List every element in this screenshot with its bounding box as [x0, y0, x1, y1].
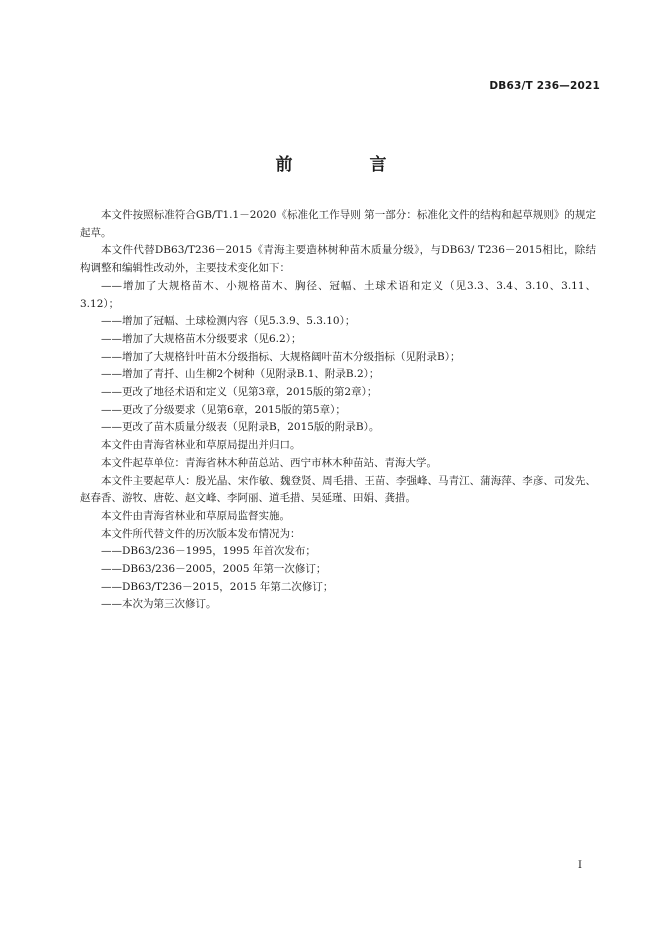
paragraph-drafting-basis: 本文件按照标准符合GB/T1.1－2020《标准化工作导则 第一部分：标准化文件的结构和起草规则》的规定起草。 [80, 209, 596, 239]
change-item: ——增加了冠幅、土球检测内容（见5.3.9、5.3.10）； [101, 315, 356, 328]
paragraph-proposer: 本文件由青海省林业和草原局提出并归口。 [101, 439, 301, 452]
change-item: ——增加了大规格苗木分级要求（见6.2）； [101, 332, 302, 345]
change-item: ——增加了青扦、山生柳2个树种（见附录B.1、附录B.2）； [101, 368, 380, 381]
change-item: ——更改了地径术语和定义（见第3章，2015版的第2章）； [101, 386, 378, 399]
page-number: I [578, 860, 582, 871]
change-item: ——增加了大规格苗木、小规格苗木、胸径、冠幅、土球术语和定义（见3.3、3.4、3.10、3.11、3.12）； [80, 279, 596, 310]
page-title: 前 言 [275, 155, 417, 175]
history-item: ——DB63/236－2005，2005 年第一次修订； [101, 563, 327, 576]
paragraph-replacement: 本文件代替DB63/T236－2015《青海主要造林树种苗木质量分级》，与DB63/ T236－2015相比，除结构调整和编辑性改动外，主要技术变化如下： [80, 244, 596, 275]
paragraph-drafters: 本文件主要起草人：殷光晶、宋作敏、魏登贤、周毛措、王苗、李强峰、马青江、蒲海萍、李彦、司发先、赵春香、游牧、唐乾、赵文峰、李阿丽、道毛措、吴延瑾、田娟、龚措。 [80, 474, 596, 505]
standard-code: DB63/T 236—2021 [489, 80, 600, 92]
foreword-body [80, 207, 596, 614]
change-item: ——更改了分级要求（见第6章，2015版的第5章）； [101, 403, 346, 416]
paragraph-drafting-units: 本文件起草单位：青海省林木种苗总站、西宁市林木种苗站、青海大学。 [101, 456, 437, 469]
paragraph-history-intro: 本文件所代替文件的历次版本发布情况为： [101, 527, 301, 540]
paragraph-supervision: 本文件由青海省林业和草原局监督实施。 [101, 509, 290, 522]
history-item: ——DB63/236－1995，1995 年首次发布； [101, 545, 316, 558]
history-item: ——本次为第三次修订。 [101, 598, 217, 611]
change-item: ——更改了苗木质量分级表（见附录B，2015版的附录B）。 [101, 421, 380, 434]
change-item: ——增加了大规格针叶苗木分级指标、大规格阔叶苗木分级指标（见附录B）； [101, 350, 461, 363]
history-item: ——DB63/T236－2015，2015 年第二次修订； [101, 580, 334, 593]
